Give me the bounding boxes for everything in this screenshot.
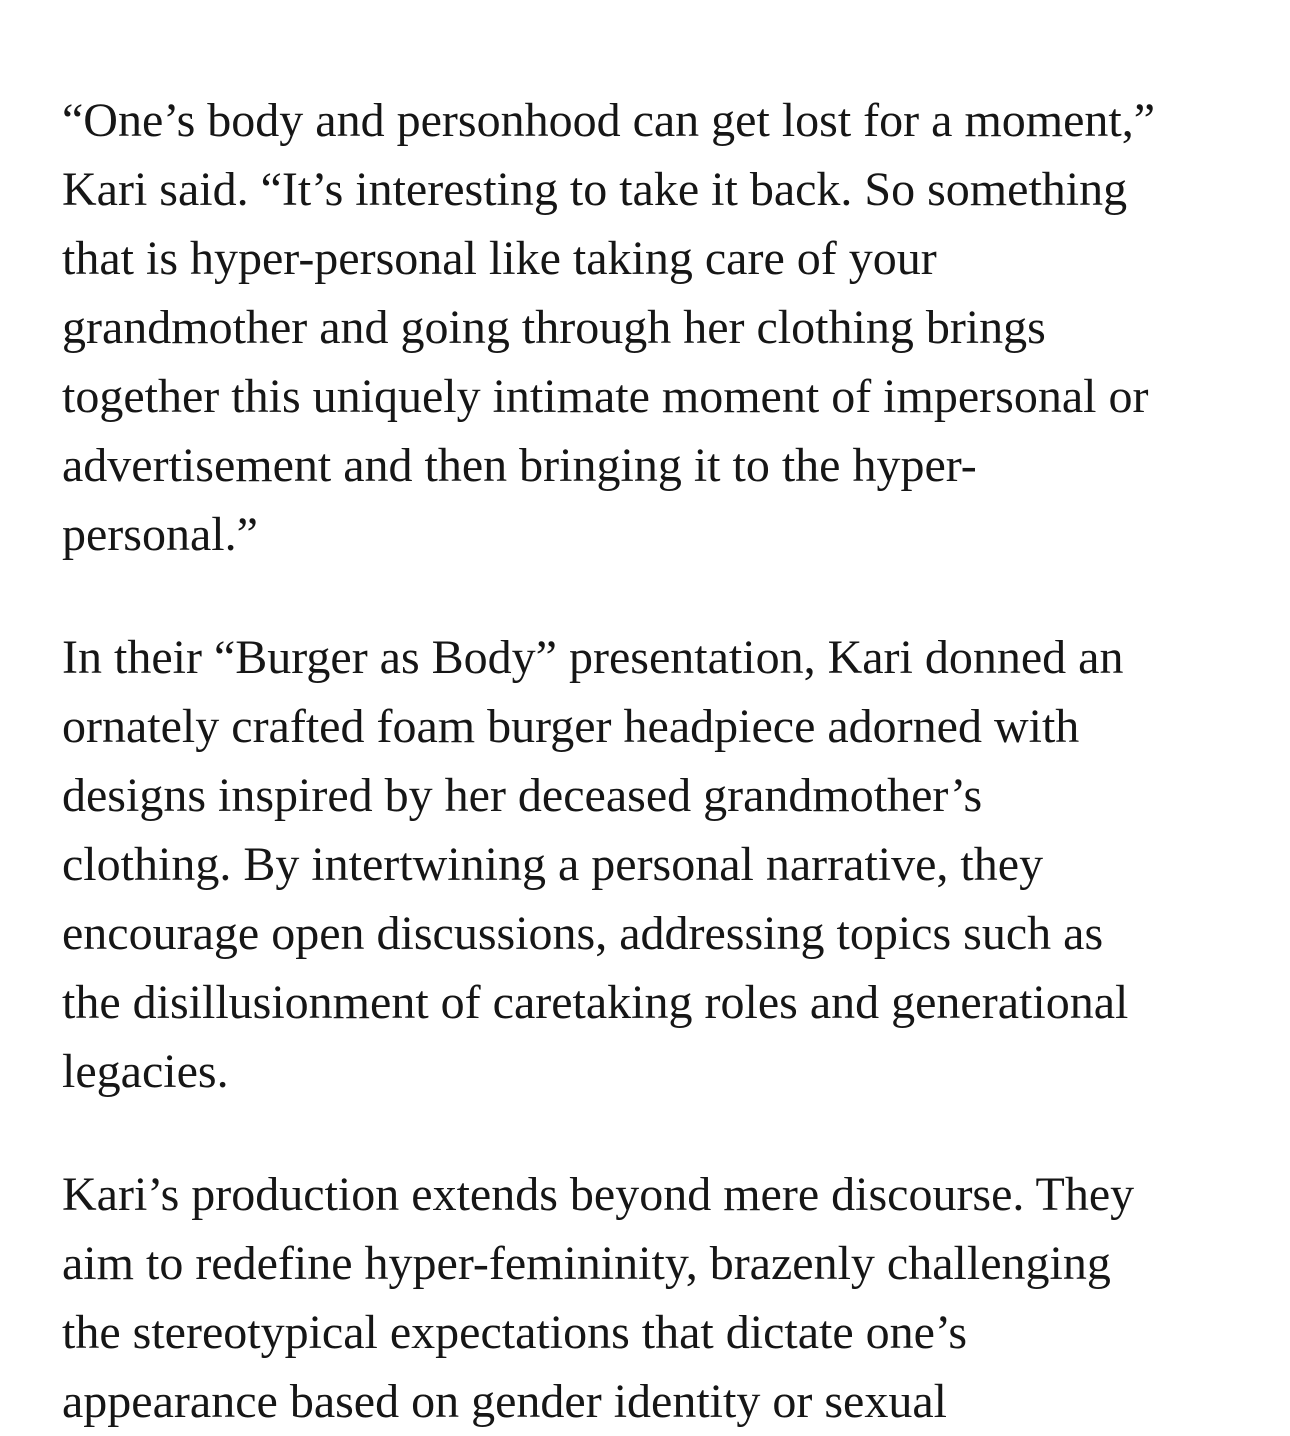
text-line: Kari said. “It’s interesting to take it back. So something [62,163,1128,216]
text-line: encourage open discussions, addressing topics such as [62,907,1104,960]
paragraph-1 [62,86,1262,569]
text-line: clothing. By intertwining a personal narrative, they [62,838,1044,891]
paragraph-3 [62,1160,1262,1436]
text-line: the stereotypical expectations that dictate one’s [62,1306,967,1359]
text-line: designs inspired by her deceased grandmother’s [62,769,983,822]
paragraph-2 [62,623,1262,1106]
text-line: grandmother and going through her clothing brings [62,301,1046,354]
text-line: together this uniquely intimate moment of impersonal or [62,370,1149,423]
text-line: advertisement and then bringing it to the hyper- [62,439,977,492]
text-line: that is hyper-personal like taking care of your [62,232,937,285]
text-line: Kari’s production extends beyond mere discourse. They [62,1168,1135,1221]
text-line: “One’s body and personhood can get lost for a moment,” [62,94,1156,147]
text-line: appearance based on gender identity or sexual [62,1375,947,1428]
text-line: the disillusionment of caretaking roles and generational [62,976,1129,1029]
text-line: ornately crafted foam burger headpiece adorned with [62,700,1080,753]
text-line: aim to redefine hyper-femininity, brazenly challenging [62,1237,1111,1290]
article-body [62,86,1262,1436]
text-line: In their “Burger as Body” presentation, Kari donned an [62,631,1124,684]
text-line: legacies. [62,1045,229,1098]
text-line: personal.” [62,508,258,561]
